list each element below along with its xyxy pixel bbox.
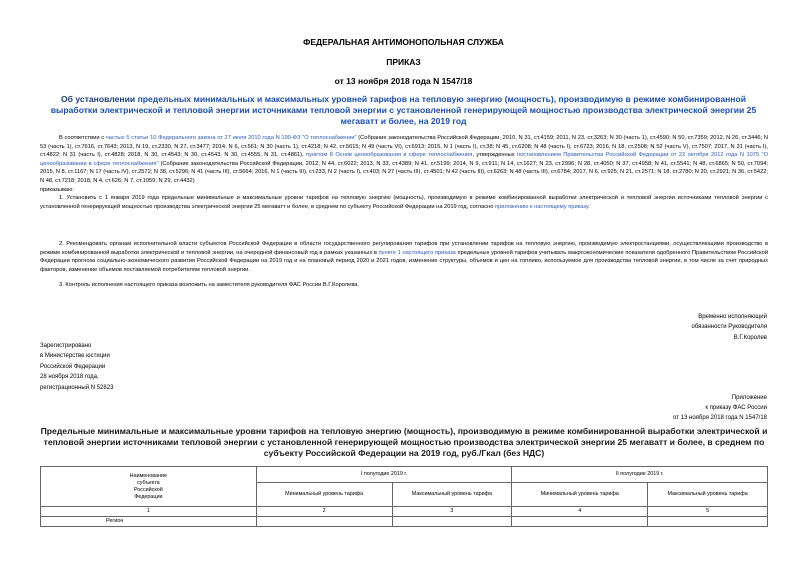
item-2-end: предельных уровней тарифов учитывать макроэкономические показатели одобренного Правительством Российской Федерации прогноза социально-экономического развития Российской Федерации на 2019 год и на плановый период 2020 и 2021 годов, изменение структуры, объемов и цен на топливо, используемое для производства тепловой энергии, в том числе за счет природных факторов, изменение объемов поставляемой потребителям тепловой энергии. (40, 249, 769, 273)
max-tariff-header-1: Максимальный уровень тарифа (392, 483, 512, 507)
column-number: 1 (41, 507, 257, 517)
pricing-basics-link[interactable]: пунктом 8 Основ ценообразования в сфере теплоснабжения (306, 152, 473, 159)
registration-block (40, 341, 180, 393)
agency-name: ФЕДЕРАЛЬНАЯ АНТИМОНОПОЛЬНАЯ СЛУЖБА (303, 37, 504, 47)
registration-line-1: Зарегистрировано (40, 343, 92, 349)
min-tariff-header-2: Минимальный уровень тарифа (512, 483, 648, 507)
order-item-3 (40, 281, 768, 290)
order-item-1 (40, 194, 768, 211)
registration-line-2: в Министерстве юстиции (40, 353, 110, 360)
appendix-title: Предельные минимальные и максимальные уровни тарифов на тепловую энергию (мощность), производимую в режиме комбинированной выработки электрической и тепловой энергии источниками тепловой энергии с установленной генерирующей мощностью производства электрической энергии 25 мегаватт и более, в среднем по субъекту Российской Федерации на 2019 год, руб./Гкал (без НДС) (40, 426, 768, 458)
subject-header-line: Наименование (129, 472, 168, 479)
signature-line-2: обязанности Руководителя (691, 324, 767, 331)
law-link[interactable]: частью 5 статьи 10 Федерального закона от 27 июля 2010 года N 190-ФЗ "О теплоснабжении" (105, 135, 357, 141)
preamble-text-1: В соответствии с (59, 135, 106, 141)
document-title (40, 94, 767, 127)
item-2-text: 2. Рекомендовать органам исполнительной власти субъектов Российской Федерации в области государственного регулирования тарифов при установлении тарифов на тепловую энергию, производимую электростанциями, осуществляющими производство в режиме комбинированной выработки электрической и тепловой энергии, на очередной финансовый год в рамках указанных в (40, 241, 768, 256)
table-cell (512, 517, 648, 527)
government-decree-link[interactable]: постановлением Правительства Российской Федерации от 22 октября 2012 года N 1075 "О ценообразовании в сфере теплоснабжения" (40, 152, 769, 167)
table-cell (256, 517, 392, 527)
item-2-paragraph (40, 240, 768, 274)
table-cell (648, 517, 768, 527)
subject-header-line: субъекта (137, 479, 160, 486)
column-number: 4 (512, 507, 648, 517)
item-1-text: 1. Установить с 1 января 2019 года предельные минимальные и максимальные уровни тарифов на тепловую энергию (мощность), производимую в режиме комбинированной выработки электрической и тепловой энергии источниками тепловой энергии с установленной генерирующей мощностью производства электрической энергии 25 мегаватт и более, в среднем по субъекту Российской Федерации на 2019 год, согласно (40, 195, 768, 210)
half-year-1-header: I полугодие 2019 г. (256, 467, 512, 483)
subject-header-line: Федерации (134, 493, 163, 500)
preamble-text-2: (Собрание законодательства Российской Федерации, 2010, N 31, ст.4159; 2011, N 23, ст.3263; N 30 (часть 1), ст.4590; N 50, ст.7359; 2012, N 26, ст.3446; N 53 (часть 1), ст.7616, ст.7643; 2013, N 19, ст.2330, N 27, ст.3477; 2014, N 6, ст.561; N 30 (часть 1), ст.4218; N 42, ст.5615; N 49 (часть VI), ст.6913; 2015, N 1 (часть I), ст.38; N 45, ст.6208; N 48 (часть I), ст.6723; 2016, N 18, ст.2508; N 52 (часть V), ст.7507; 2017, N 31 (часть I), ст.4822; N 31 (часть I), ст.4828; 2018, N 30, ст.4543; N 30, ст.4543, N 30, ст.4555, N 31, ст.4861), (40, 135, 768, 159)
signature-block (627, 312, 767, 343)
title-prefix: Об установлении (60, 94, 136, 104)
column-number: 3 (392, 507, 512, 517)
half-year-2-header: II полугодие 2019 г. (512, 467, 768, 483)
appendix-reference (587, 393, 767, 424)
column-number-row (41, 507, 768, 517)
doc-type: ПРИКАЗ (386, 57, 421, 67)
appendix-line-1: Приложение (731, 395, 767, 401)
title-link[interactable]: предельных минимальных и максимальных уровней тарифов на тепловую энергию (мощность), производимую в режиме комбинированной выработки электрической и тепловой энергии источниками тепловой энергии с установленной генерирующей мощностью производства электрической энергии 25 мегаватт и более, на 2019 год (50, 94, 757, 126)
region-cell: Регион (41, 517, 257, 527)
table-header-row (41, 467, 768, 483)
subject-header-line: Российской (133, 486, 163, 493)
preamble-text-4: (Собрание законодательства Российской Федерации, 2012, N 44, ст.6022; 2013, N 33, ст.4389; N 41, ст.5199; 2014, N 9, ст.911; N 14, ст.1627; N 23, ст.2996; N 28, ст.4050; N 37, ст.4958; N 41, ст.5541; N 48, ст.6865; N 50, ст.7094; 2015, N 8, ст.1167; N 17 (часть IV), ст.2572; N 38, ст.5296; N 41 (часть III), ст.5664; 2016, N 1 (часть III), ст.233, N 2 (часть I), ст.403; N 27 (часть III), ст.4501; N 42 (часть III), ст.6263; N 48 (часть III), ст.6784; 2017, N 6, ст.925; N 21, ст.2571; N 18, ст.2780; N 20, ст.2921; N 36, ст.5422; N 48, ст.7218; 2018, N 4, ст.626; N 7, ст.1059; N 29, ст.4432) (40, 160, 768, 184)
signature-line-1: Временно исполняющий (698, 314, 767, 320)
registration-line-4: 28 ноября 2018 года, (40, 374, 99, 381)
item-1-end: . (588, 203, 590, 210)
order-word: приказываю: (40, 186, 74, 193)
item-3-paragraph: 3. Контроль исполнения настоящего приказа возложить на заместителя руководителя ФАС России В.Г.Королева. (59, 282, 360, 288)
preamble (40, 134, 768, 211)
point-1-link[interactable]: пункте 1 настоящего приказа (378, 249, 456, 256)
signature-line-3: В.Г.Королев (733, 334, 767, 341)
subject-header-cell (41, 467, 257, 507)
registration-line-3: Российской Федерации (40, 363, 106, 370)
registration-line-5: регистрационный N 52823 (40, 384, 114, 391)
tariff-table (40, 466, 768, 527)
doc-date-number: от 13 ноября 2018 года N 1547/18 (334, 76, 473, 86)
appendix-line-3: от 13 ноября 2018 года N 1547/18 (673, 415, 767, 422)
appendix-line-2: к приказу ФАС России (705, 405, 767, 412)
preamble-paragraph (40, 134, 768, 186)
order-item-2 (40, 240, 768, 274)
table-cell (392, 517, 512, 527)
min-tariff-header-1: Минимальный уровень тарифа (256, 483, 392, 507)
appendix-link[interactable]: приложению к настоящему приказу (495, 203, 589, 210)
preamble-text-3: , утвержденных (472, 152, 518, 159)
column-number: 2 (256, 507, 392, 517)
max-tariff-header-2: Максимальный уровень тарифа (648, 483, 768, 507)
table-row (41, 517, 768, 527)
column-number: 5 (648, 507, 768, 517)
